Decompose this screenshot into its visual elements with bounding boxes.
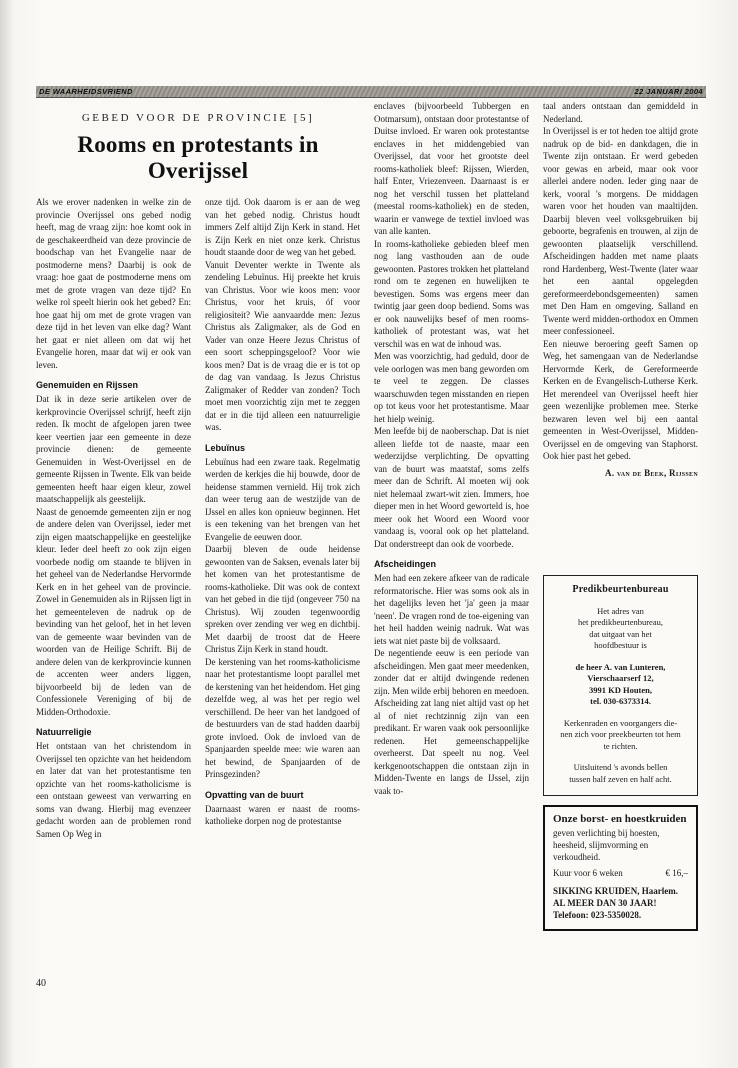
paragraph: taal anders ontstaan dan gemiddeld in Nederland. [543,101,698,124]
masthead-bar [36,86,706,98]
ad-predik-intro-line: het predikbeurtenbureau, [578,617,663,627]
article-title: Rooms en protestants in Overijssel [77,132,319,183]
ad-predik-note-line: te richten. [603,740,638,751]
masthead-date: 22 JANUARI 2004 [634,87,703,96]
ad-predik-note-line: Kerkenraden en voorgangers die- [563,717,678,728]
ad-predik-call-hours [554,762,687,785]
left-two-columns [36,100,360,931]
paragraph: Men leefde bij de naoberschap. Dat is niet alleen liefde tot de naaste, maar een wederzijdse verplichting. De opvatting van de buurt was maatstaf, soms zelfs meer dan de Schrift. Al moeten wij ook niet helemaal zwart-wit zien. Immers, hoe dieper men in het Woord geworteld is, hoe meer ook het Woord een Woord voor vandaag is, vooral ook op het platteland. Dat onderstreept dan ook de voorbede. [374,426,529,549]
subheading-genemuiden-en-rijssen: Genemuiden en Rijssen [36,380,139,390]
ad-predik-address-line: Vierschaarserf 12, [587,673,654,683]
paragraph: In Overijssel is er tot heden toe altijd grote nadruk op de bid- en dankdagen, die in Twente zijn ontstaan. Er werd gebeden voor gewas en arbeid, maar ook voor allerlei andere noden. Ieder ging naar de kerk, vooral 's morgens. De middagen waren voor het houden van maaltijden. Daarbij bleven veel volksgebruiken bij geboorte, begrafenis en trouwen, al zijn de gewoonten plaatselijk verschillend. Afscheidingen hadden met name plaats rond Hardenberg, West-Twente (later waar het een aantal opgelegden gereformeerdebondsgemeenten) samen met Den Ham en omgeving. Salland en Twente werd midden-orthodox en Ommen meer confessioneel. [543,126,698,336]
column-3 [374,100,529,931]
ad-predik-address-line: de heer A. van Lunteren, [575,661,666,672]
ad-sikking-phone: Telefoon: 023-5350028. [553,910,642,920]
paragraph: Het ontstaan van het christendom in Overijssel ten opzichte van het heidendom en later dat van het protestantisme ten opzichte van het rooms-katholicisme is een ontstaan geweest van verwarring en soms van dwang. Hierbij mag evenzeer gedacht worden aan de problemen rond Samen Op Weg in [36,741,191,839]
ad-predik-intro [554,606,687,652]
column-4 [543,100,698,931]
ad-predik-intro-line: Het adres van [597,605,644,616]
subheading-lebuinus: Lebuïnus [205,442,245,453]
paragraph: Lebuïnus had een zware taak. Regelmatig werden de kerkjes die hij bouwde, door de heidense stammen vernield. Hij trok zich dan weer terug aan de westzijde van de IJssel en alles kon opnieuw beginnen. Het is een tekening van het brengen van het Evangelie de eeuwen door. [205,456,360,542]
ad-predik-intro-line: dat uitgaat van het [589,628,652,639]
ad-predik-call-line: Uitsluitend 's avonds bellen [573,762,668,772]
ad-sikking-price: € 16,– [665,868,688,878]
paragraph: Vanuit Deventer werkte in Twente als zendeling Lebuïnus. Hij preekte het kruis van Christus. Voor wie koos men: voor Christus, voor het kruis, óf voor religiositeit? Wie aanvaardde men: Jezus Christus als Zaligmaker, als de God en Vader van onze Heere Jezus Christus of een soort scheppingsgeloof? Voor wie koos men? Dat is de vraag die er is tot op de dag van vandaag. Is Jezus Christus Zaligmaker of Redder van zonden? Toch moet men voorzichtig zijn met te zeggen dat er in die tijd alleen een natuurreligie was. [205,259,360,432]
paragraph: In rooms-katholieke gebieden bleef men nog lang vasthouden aan de oude gewoonten. Pastores trokken het platteland rond om te zegenen en huwelijken te bevestigen. Soms was ergens meer dan twintig jaar geen doop bediend. Soms was er ook nauwelijks besef of men rooms-katholiek of protestant was, wat het verschil was en wat de inhoud was. [374,238,529,349]
paragraph: Als we erover nadenken in welke zin de provincie Overijssel ons gebed nodig heeft, mag de vraag zijn: hoe komt ook in de geschakeerdheid van deze provincie de boodschap van het Evangelie naar de postmoderne mens? Daarbij is ook de vraag: hoe gaat de postmoderne mens om met de grote vragen van deze tijd? En welke rol speelt hierin ook het gebed? En: hoe gaat hij om met de grote vragen van deze tijd in het leven van elke dag? Want het gaat er niet alleen om dat wij het Evangelie horen, maar dat wij er ook van leven. [36,197,191,370]
column-2 [205,196,360,840]
subheading-opvatting-van-de-buurt: Opvatting van de buurt [205,789,304,800]
ad-predikbeurtenbureau [543,575,698,796]
article-columns [36,100,706,931]
paragraph: Dat ik in deze serie artikelen over de kerkprovincie Overijssel schrijf, heeft zijn reden. Ik mocht de afgelopen jaren twee keer veertien jaar een gemeente in deze provincie dienen: de gemeente Genemuiden in West-Overijssel en de gemeente Rijssen in Twente. Elk van beide gemeenten heeft haar eigen kleur, zowel maatschappelijk als geestelijk. [36,394,191,504]
paragraph: Een nieuwe beroering geeft Samen op Weg, het samengaan van de Nederlandse Hervormde Kerk, de Gereformeerde Kerken en de Evangelisch-Lutherse Kerk. Het merendeel van Overijssel heeft hier geen wezenlijke problemen mee. Sterke bezwaren leven wel bij een aantal gemeenten in West-Overijssel, Midden-Overijssel en de omgeving van Staphorst. Ook hier past het gebed. [543,338,698,461]
ad-predik-address [554,662,687,708]
paragraph: Men had een zekere afkeer van de radicale reformatorische. Hier was soms ook als in het dagelijks leven het 'ja' geen ja maar 'neen'. De vragen rond de toe-eigening van het heil hadden weinig nadruk. Wat was iets wat niet paste bij de volksaard. [374,573,529,646]
subheading-afscheidingen: Afscheidingen [374,559,437,569]
paragraph: Daarnaast waren er naast de rooms-katholieke dorpen nog de protestantse [205,803,360,826]
subheading-natuurreligie: Natuurreligie [36,727,92,737]
page [36,0,706,1068]
article-byline: A. van de Beek, Rijssen [605,467,698,478]
paragraph: Men was voorzichtig, had geduld, door de vele oorlogen was men bang geworden om te veel te zeggen. De classes waarschuwden tegen misstanden en riepen op tot keus voor het protestantisme. Maar het hielp weinig. [374,351,529,424]
ad-sikking-title: Onze borst- en hoestkruiden [553,813,687,825]
ad-predik-call-line: tussen half zeven en half acht. [569,773,672,784]
paragraph: Naast de genoemde gemeenten zijn er nog de andere delen van Overijssel, ieder met zijn eigen maatschappelijke en geestelijke kleur. Ieder deel heeft zo ook zijn eigen voorbede nodig om staande te blijven in het geheel van de Nederlandse Hervormde Kerk en in het geheel van de provincie. Zowel in Genemuiden als in Rijssen ligt in het gemeenteleven de nadruk op de bevinding van het geloof, het in het leven van de gemeente waar bevinden van de woorden van de Heilige Schrift. Bij de andere delen van de kerkprovincie kunnen de accenten weer anders liggen, bijvoorbeeld bij de leden van de Confessionele Vereniging of bij de Midden-Orthodoxie. [36,506,191,717]
ad-predik-title: Predikbeurtenbureau [572,584,669,595]
paragraph: De negentiende eeuw is een periode van afscheidingen. Men gaat meer meedenken, zonder dat er altijd dwingende redenen zijn. Men wilde erbij behoren en meedoen. Afscheiding zat lang niet altijd vast op het al of niet rechtzinnig zijn van een predikant. Er waren vaak ook persoonlijke redenen. Het gemeenschappelijke overheerst. Dat speelt nu nog. Veel kerkgenootschappen die ontstaan zijn in Midden-Twente en langs de IJssel, zijn vaak to- [374,648,529,796]
ad-sikking-price-row [553,867,688,879]
column-1 [36,196,191,840]
paragraph: De kerstening van het rooms-katholicisme naar het protestantisme loopt parallel met de kerstening van het heidendom. Het ging dezelfde weg, al was het per regio wel verschillend. De heer van het landgoed of de bestuurders van de stad hadden daarbij grote invloed. Ook de invloed van de Spanjaarden speelde mee: wie waren aan het bewind, de Spanjaarden of de Prinsgezinden? [205,656,360,779]
columns-1-2 [36,196,360,840]
ad-predik-address-line: tel. 030-6373314. [590,696,651,706]
paragraph: enclaves (bijvoorbeeld Tubbergen en Ootmarsum), ontstaan door protestantse of Duitse invloed. Er waren ook protestantse enclaves in het middengebied van Overijssel, dat voor het grootste deel rooms-katholiek bleef: Rijssen, Wierden, half Enter, Vriezenveen. Daarnaast is er nog het verschil tussen het platteland (meestal rooms-katholiek) en de steden, waarin er vanwege de textiel invloed was van alle kanten. [374,101,529,236]
ad-sikking-offer: Kuur voor 6 weken [553,868,623,878]
article-kicker: GEBED VOOR DE PROVINCIE [5] [81,112,315,124]
ad-sikking-brand: SIKKING KRUIDEN, Haarlem. [553,886,679,896]
ad-sikking-kruiden [543,805,698,931]
masthead-title: DE WAARHEIDSVRIEND [39,87,133,96]
ad-predik-note [554,718,687,753]
paragraph: onze tijd. Ook daarom is er aan de weg van het gebed nodig. Christus houdt immers Zelf altijd Zijn Kerk in stand. Het is Zijn Kerk en niet onze kerk. Christus houdt staande door de weg van het gebed. [205,197,360,257]
page-number: 40 [36,978,46,989]
article-header [36,100,360,196]
ad-sikking-slogan: AL MEER DAN 30 JAAR! [553,898,657,908]
ad-predik-note-line: nen zich voor preekbeurten tot hem [560,729,681,739]
ad-predik-address-line: 3991 KD Houten, [588,684,653,695]
ad-predik-intro-line: hoofdbestuur is [594,640,647,650]
paragraph: Daarbij bleven de oude heidense gewoonten van de Saksen, evenals later bij het komen van het protestantisme de rooms-katholieke. Dit was ook de context van het gebed in die tijd (ongeveer 750 na Christus). Wij zouden tegenwoordig spreken over zending ver weg en dichtbij. Met daarbij de troost dat de Heere Christus Zijn Kerk in stand houdt. [205,544,360,654]
ad-sikking-body: geven verlichting bij hoesten, heesheid, slijmvorming en verkoudheid. [553,828,660,862]
